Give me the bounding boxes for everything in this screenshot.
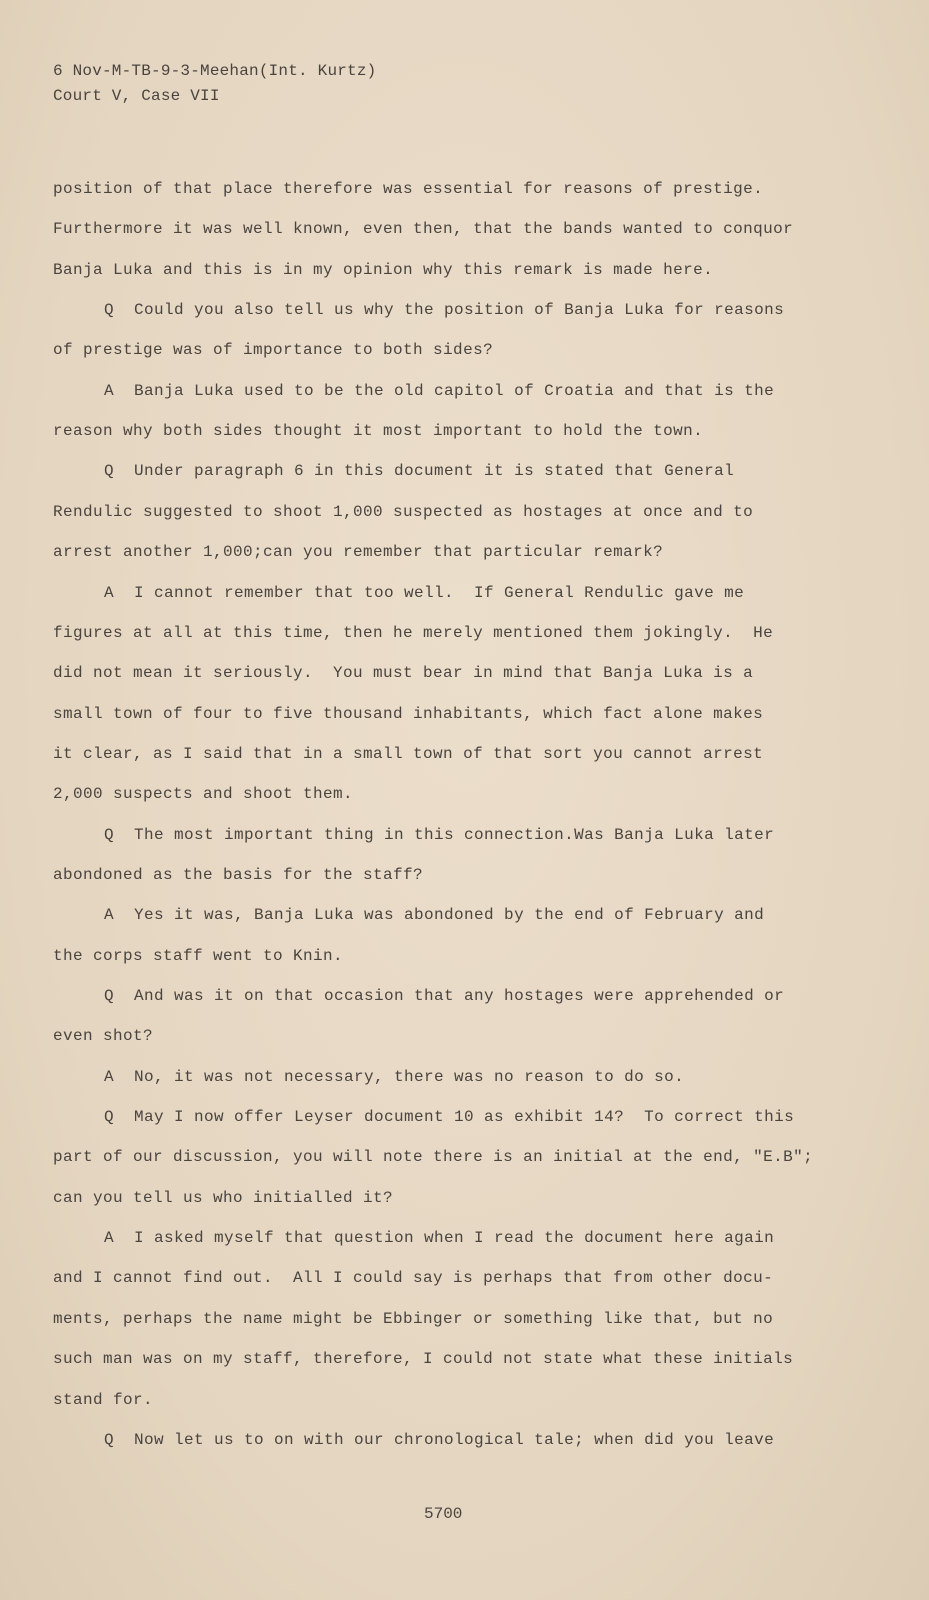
transcript-line: ments, perhaps the name might be Ebbinger or something like that, but no bbox=[53, 1309, 774, 1328]
transcript-line: arrest another 1,000;can you remember that particular remark? bbox=[53, 543, 664, 562]
transcript-line: even shot? bbox=[53, 1027, 154, 1046]
transcript-line: A I asked myself that question when I read the document here again bbox=[104, 1229, 775, 1248]
transcript-line: A No, it was not necessary, there was no reason to do so. bbox=[104, 1067, 685, 1086]
transcript-line: A Yes it was, Banja Luka was abondoned by the end of February and bbox=[104, 906, 765, 925]
header-line-2: Court V, Case VII bbox=[53, 87, 220, 105]
transcript-line: stand for. bbox=[53, 1390, 154, 1409]
transcript-line: the corps staff went to Knin. bbox=[53, 946, 344, 965]
transcript-line: position of that place therefore was essential for reasons of prestige. bbox=[53, 180, 764, 198]
page-number: 5700 bbox=[424, 1505, 463, 1523]
transcript-line: A I cannot remember that too well. If General Rendulic gave me bbox=[104, 583, 745, 602]
transcript-line: can you tell us who initialled it? bbox=[53, 1188, 394, 1207]
transcript-line: Q The most important thing in this connection.Was Banja Luka later bbox=[104, 825, 775, 844]
transcript-line: Furthermore it was well known, even then, that the bands wanted to conquor bbox=[53, 220, 794, 239]
header-line-1: 6 Nov-M-TB-9-3-Meehan(Int. Kurtz) bbox=[53, 62, 377, 80]
transcript-line: Q Under paragraph 6 in this document it is stated that General bbox=[104, 462, 735, 481]
transcript-line: figures at all at this time, then he merely mentioned them jokingly. He bbox=[53, 623, 774, 642]
transcript-line: part of our discussion, you will note there is an initial at the end, "E.B"; bbox=[53, 1148, 814, 1167]
transcript-line: reason why both sides thought it most important to hold the town. bbox=[53, 422, 704, 441]
transcript-line: Rendulic suggested to shoot 1,000 suspected as hostages at once and to bbox=[53, 502, 754, 521]
transcript-line: abondoned as the basis for the staff? bbox=[53, 865, 424, 884]
transcript-line: of prestige was of importance to both sides? bbox=[53, 341, 494, 360]
transcript-line: small town of four to five thousand inhabitants, which fact alone makes bbox=[53, 704, 764, 723]
transcript-line: such man was on my staff, therefore, I could not state what these initials bbox=[53, 1350, 794, 1369]
transcript-line: and I cannot find out. All I could say is perhaps that from other docu- bbox=[53, 1269, 774, 1288]
transcript-line: Q Could you also tell us why the position of Banja Luka for reasons bbox=[104, 301, 785, 320]
transcript-line: Q And was it on that occasion that any hostages were apprehended or bbox=[104, 987, 785, 1005]
transcript-line: Q Now let us to on with our chronological tale; when did you leave bbox=[104, 1430, 775, 1449]
transcript-line: A Banja Luka used to be the old capitol of Croatia and that is the bbox=[104, 381, 775, 400]
transcript-line: 2,000 suspects and shoot them. bbox=[53, 785, 354, 804]
transcript-line: Q May I now offer Leyser document 10 as exhibit 14? To correct this bbox=[104, 1108, 795, 1127]
transcript-line: it clear, as I said that in a small town of that sort you cannot arrest bbox=[53, 744, 764, 763]
transcript-line: Banja Luka and this is in my opinion why this remark is made here. bbox=[53, 260, 714, 279]
transcript-line: did not mean it seriously. You must bear in mind that Banja Luka is a bbox=[53, 664, 754, 683]
